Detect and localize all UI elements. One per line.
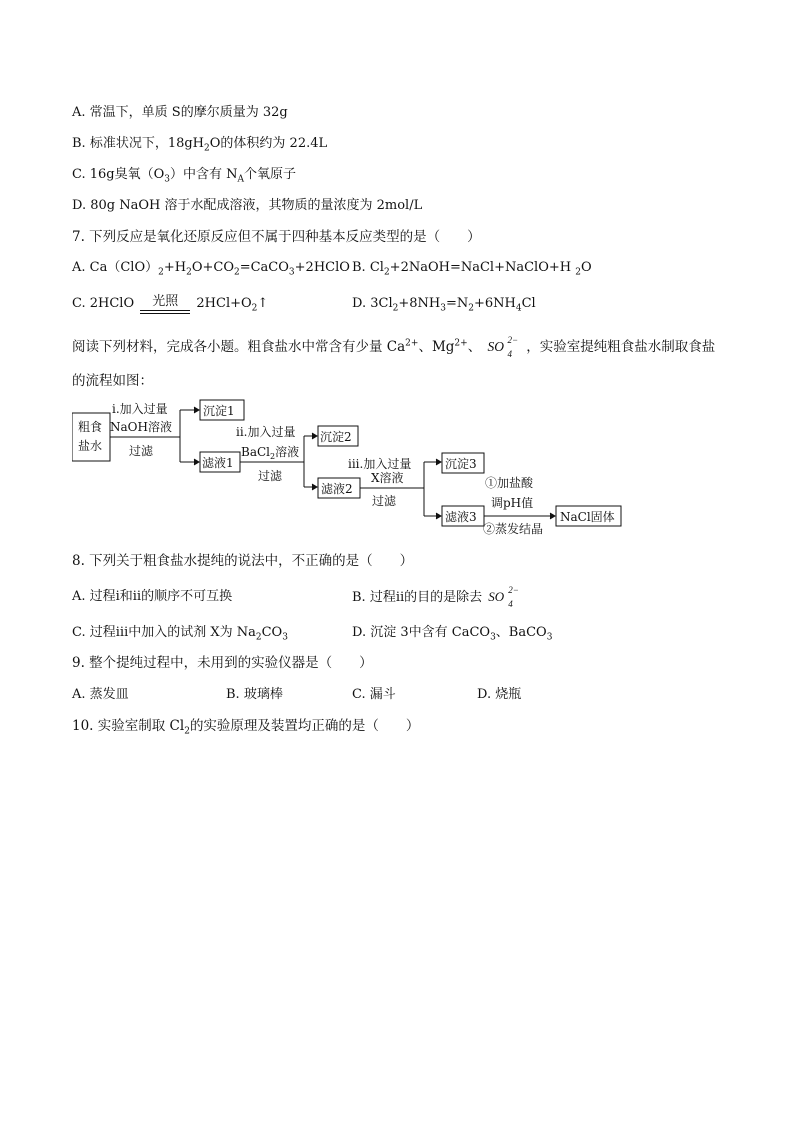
step2-reagent: BaCl$_2$溶液 — [241, 445, 300, 461]
box-precipitate-2-label: 沉淀2 — [320, 430, 352, 444]
step3-operation: 过滤 — [372, 494, 397, 508]
box-filtrate-1-label: 滤液1 — [202, 456, 234, 470]
step1-reagent: NaOH溶液 — [110, 420, 172, 434]
q7-option-a: A. $Ca(ClO)_2+H_2O+CO_2=CaCO_3+2HClO$ — [72, 260, 350, 278]
q10-stem: 10. 实验室制取 $Cl_2$的实验原理及装置均正确的是（ ） — [72, 718, 420, 737]
q8-option-a: A. 过程ⅰ和ⅱ的顺序不可互换 — [72, 589, 233, 604]
purification-flowchart — [72, 398, 662, 543]
q7-stem: 7. 下列反应是氧化还原反应但不属于四种基本反应类型的是（ ） — [72, 229, 481, 245]
q7-option-c: C. 2HClO 光照 $2HCl+O_2↑$ — [72, 294, 269, 314]
box-precipitate-1-label: 沉淀1 — [203, 404, 235, 418]
step1-label: i.加入过量 — [112, 402, 168, 416]
reading-intro-line2: 的流程如图： — [72, 373, 153, 389]
step3-label: iii.加入过量 — [348, 457, 412, 471]
q9-option-a: A. 蒸发皿 — [72, 687, 129, 702]
sulfate-ion: SO 2− 4 — [488, 585, 519, 609]
reading-intro: 阅读下列材料，完成各小题。粗食盐水中常含有少量 $Ca^{2+}$、$Mg^{2+}$、 SO 2− 4 ，实验室提纯粗食盐水制取食盐 — [72, 335, 716, 359]
step3-reagent: X溶液 — [371, 471, 404, 485]
sulfate-ion: SO 2− 4 — [487, 335, 519, 359]
step4-evaporate: ②蒸发结晶 — [483, 522, 544, 536]
q6-option-b: B. 标准状况下，$18gH_2O$的体积约为 22.4L — [72, 136, 328, 154]
q7-option-b: B. $Cl_2+2NaOH=NaCl+NaClO+H$ $_2$O — [352, 260, 592, 278]
q9-option-c: C. 漏斗 — [352, 687, 396, 702]
reaction-condition-light: 光照 — [152, 294, 179, 309]
q8-stem: 8. 下列关于粗食盐水提纯的说法中，不正确的是（ ） — [72, 553, 414, 569]
box-nacl-solid-label: NaCl固体 — [560, 510, 615, 524]
box-crude-brine-label-2: 盐水 — [78, 439, 103, 453]
q9-option-d: D. 烧瓶 — [477, 687, 522, 702]
q8-option-c: C. 过程ⅲ中加入的试剂 X为 $Na_2CO_3$ — [72, 625, 288, 643]
step1-operation: 过滤 — [129, 444, 154, 458]
step2-label: ii.加入过量 — [236, 425, 296, 439]
q6-option-d: D. 80g NaOH 溶于水配成溶液，其物质的量浓度为 2mol/L — [72, 198, 423, 213]
box-filtrate-3-label: 滤液3 — [445, 510, 477, 524]
box-filtrate-2-label: 滤液2 — [321, 482, 353, 496]
step4-adjust-ph: 调pH值 — [491, 496, 534, 510]
q9-stem: 9. 整个提纯过程中，未用到的实验仪器是（ ） — [72, 655, 373, 671]
q6-option-a: A. 常温下，单质 S的摩尔质量为 32g — [72, 105, 288, 120]
step2-operation: 过滤 — [258, 469, 283, 483]
q8-option-d: D. 沉淀 3中含有 CaCO$_3$、BaCO$_3$ — [352, 625, 553, 643]
q8-option-b: B. 过程ⅱ的目的是除去 SO 2− 4 — [352, 585, 519, 609]
box-precipitate-3-label: 沉淀3 — [445, 457, 477, 471]
q9-option-b: B. 玻璃棒 — [226, 687, 283, 702]
box-crude-brine-label-1: 粗食 — [78, 420, 103, 434]
q7-option-d: D. $3Cl_2+8NH_3=N_2+6NH_4Cl$ — [352, 296, 536, 314]
q6-option-c: C. 16g臭氧$(O_3)$中含有 $N_A$个氧原子 — [72, 167, 297, 185]
step4-acid: ①加盐酸 — [485, 476, 534, 490]
